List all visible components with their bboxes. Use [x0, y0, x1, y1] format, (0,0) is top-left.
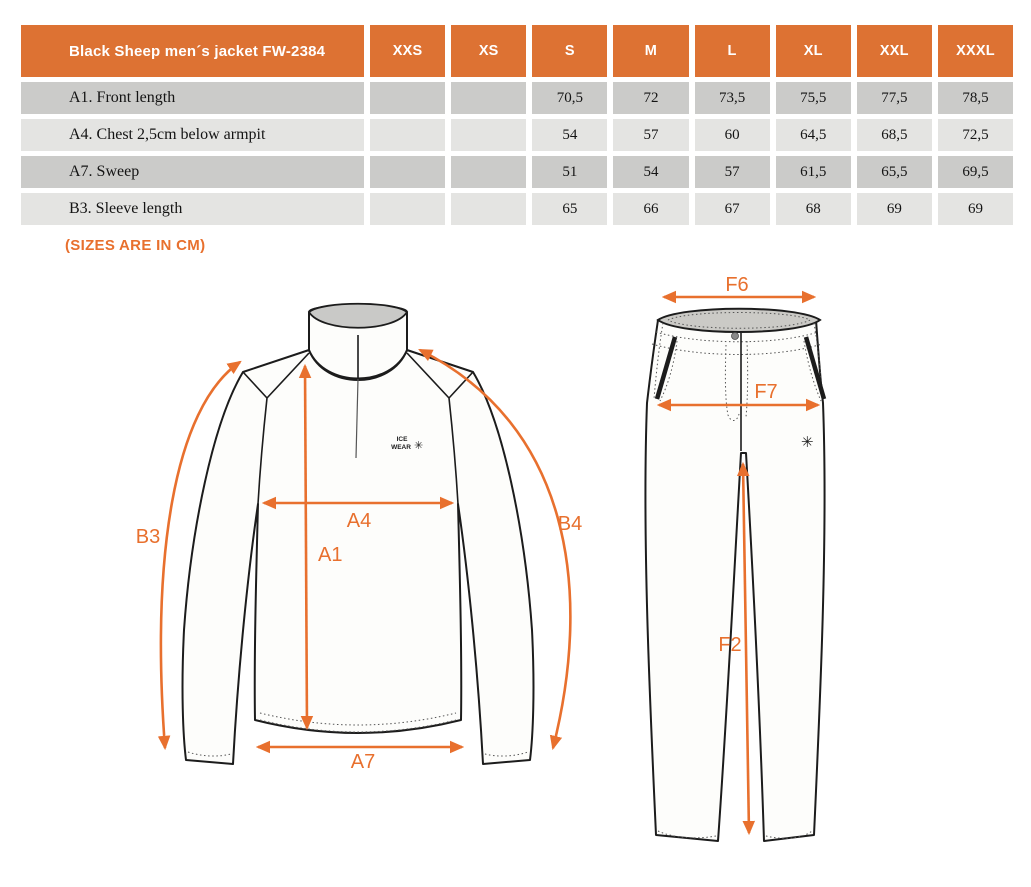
size-value-cell: 54	[532, 119, 607, 151]
size-value-cell: 78,5	[938, 82, 1013, 114]
size-value-cell: 61,5	[776, 156, 851, 188]
row-label: A4. Chest 2,5cm below armpit	[21, 119, 364, 151]
size-column-header-xxxl: XXXL	[938, 25, 1013, 77]
size-value-cell: 64,5	[776, 119, 851, 151]
logo-line1: ICE	[396, 436, 408, 443]
size-value-cell: 69	[938, 193, 1013, 225]
size-value-cell	[370, 119, 445, 151]
b3-label: B3	[135, 526, 161, 548]
size-table	[21, 25, 1013, 225]
table-title: Black Sheep men´s jacket FW-2384	[21, 25, 364, 77]
row-label: B3. Sleeve length	[21, 193, 364, 225]
a1-label: A1	[318, 544, 343, 566]
f7-label: F7	[754, 381, 778, 403]
size-column-header-m: M	[613, 25, 688, 77]
size-value-cell: 75,5	[776, 82, 851, 114]
pants-body	[645, 320, 824, 841]
size-value-cell	[370, 156, 445, 188]
size-value-cell: 72,5	[938, 119, 1013, 151]
size-column-header-xs: XS	[451, 25, 526, 77]
units-note: (SIZES ARE IN CM)	[65, 237, 206, 254]
b4-label: B4	[557, 513, 583, 535]
size-value-cell: 65,5	[857, 156, 932, 188]
waist-opening	[658, 309, 820, 332]
size-value-cell: 54	[613, 156, 688, 188]
size-value-cell: 57	[613, 119, 688, 151]
snowflake-logo-icon: ✳	[801, 434, 814, 451]
f2-arrow	[743, 464, 749, 833]
size-value-cell: 57	[695, 156, 770, 188]
size-column-header-xl: XL	[776, 25, 851, 77]
size-value-cell: 67	[695, 193, 770, 225]
pants-drawing	[630, 275, 1030, 885]
waist-button	[732, 333, 739, 340]
size-value-cell: 69	[857, 193, 932, 225]
size-value-cell	[451, 119, 526, 151]
size-value-cell: 73,5	[695, 82, 770, 114]
size-value-cell: 72	[613, 82, 688, 114]
size-value-cell: 60	[695, 119, 770, 151]
size-column-header-l: L	[695, 25, 770, 77]
size-value-cell	[451, 82, 526, 114]
size-value-cell	[370, 193, 445, 225]
size-value-cell: 68	[776, 193, 851, 225]
size-value-cell	[370, 82, 445, 114]
size-value-cell	[451, 193, 526, 225]
logo-line2: WEAR	[391, 444, 411, 451]
size-value-cell: 77,5	[857, 82, 932, 114]
row-label: A7. Sweep	[21, 156, 364, 188]
f2-label: F2	[718, 634, 742, 656]
size-value-cell: 70,5	[532, 82, 607, 114]
jacket-body	[183, 350, 534, 764]
jacket-drawing	[115, 290, 615, 810]
size-value-cell: 68,5	[857, 119, 932, 151]
size-value-cell: 69,5	[938, 156, 1013, 188]
size-column-header-xxl: XXL	[857, 25, 932, 77]
size-column-header-s: S	[532, 25, 607, 77]
a4-label: A4	[346, 510, 372, 532]
size-column-header-xxs: XXS	[370, 25, 445, 77]
size-value-cell: 66	[613, 193, 688, 225]
snowflake-logo-icon: ✳	[414, 440, 424, 452]
row-label: A1. Front length	[21, 82, 364, 114]
size-value-cell	[451, 156, 526, 188]
f6-label: F6	[725, 274, 749, 296]
a7-label: A7	[350, 751, 376, 773]
size-value-cell: 65	[532, 193, 607, 225]
size-value-cell: 51	[532, 156, 607, 188]
